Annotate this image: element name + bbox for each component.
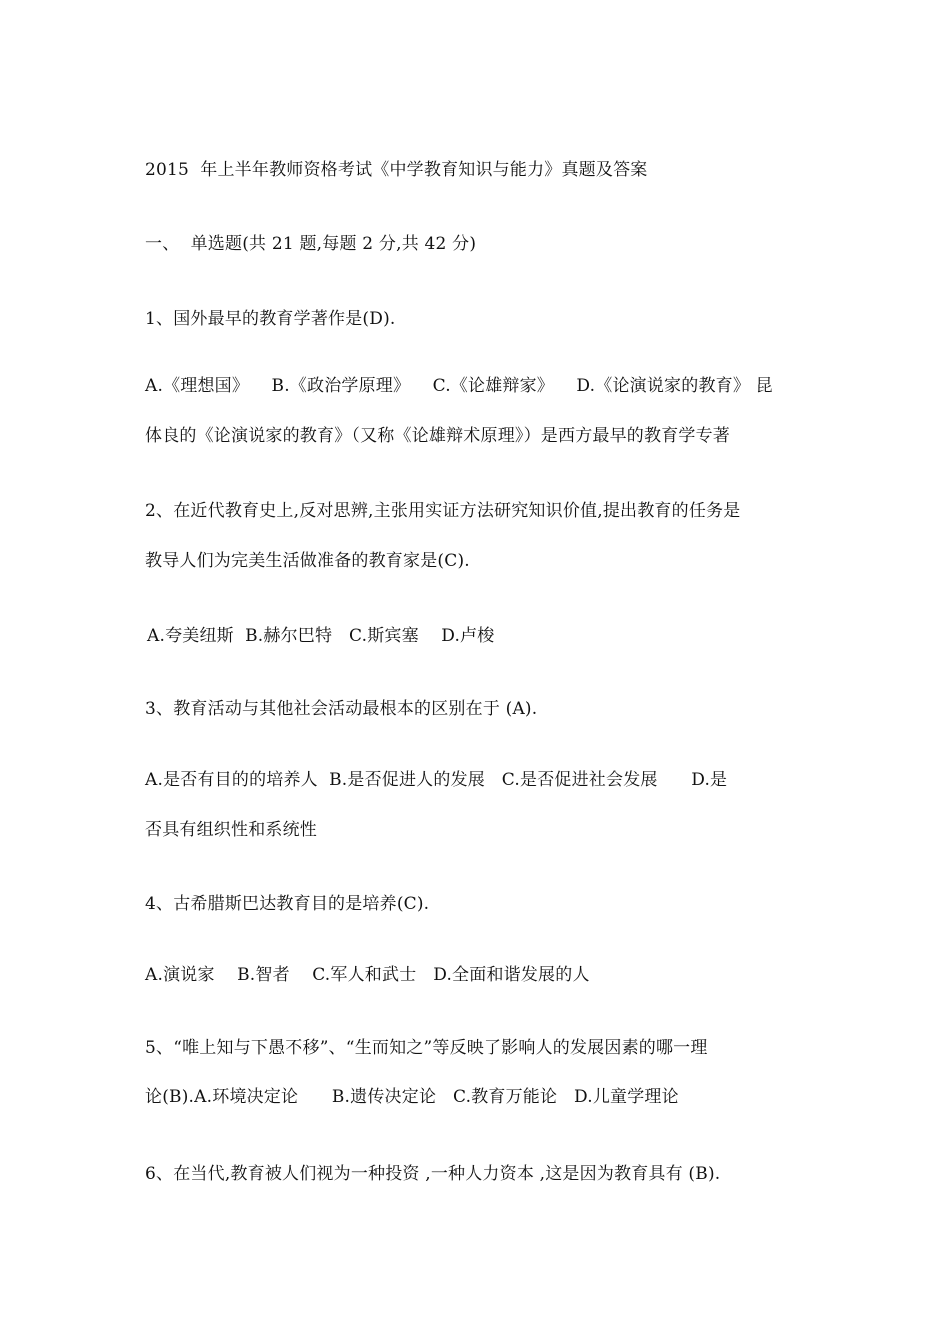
question-explanation: 体良的《论演说家的教育》（又称《论雄辩术原理》）是西方最早的教育学专著 (145, 426, 730, 446)
question-options: A.夸美纽斯 B.赫尔巴特 C.斯宾塞 D.卢梭 (147, 626, 495, 646)
section-heading: 一、 单选题(共 21 题,每题 2 分,共 42 分) (145, 234, 477, 254)
question-options-continued: 否具有组织性和系统性 (145, 820, 317, 840)
question-stem: 6、在当代,教育被人们视为一种投资 ,一种人力资本 ,这是因为教育具有 (B). (145, 1164, 721, 1184)
question-options: A.演说家 B.智者 C.军人和武士 D.全面和谐发展的人 (145, 965, 590, 985)
document-title: 2015 年上半年教师资格考试《中学教育知识与能力》真题及答案 (145, 160, 648, 180)
question-stem: 2、在近代教育史上,反对思辨,主张用实证方法研究知识价值,提出教育的任务是 (145, 501, 741, 521)
question-options: 论(B).A.环境决定论 B.遗传决定论 C.教育万能论 D.儿童学理论 (145, 1087, 679, 1107)
question-stem-continued: 教导人们为完美生活做准备的教育家是(C). (145, 551, 470, 571)
question-options: A.是否有目的的培养人 B.是否促进人的发展 C.是否促进社会发展 D.是 (145, 770, 728, 790)
question-options: A.《理想国》 B.《政治学原理》 C.《论雄辩家》 D.《论演说家的教育》 昆 (145, 376, 773, 396)
question-stem: 1、国外最早的教育学著作是(D). (145, 309, 396, 329)
question-stem: 4、古希腊斯巴达教育目的是培养(C). (145, 894, 430, 914)
question-stem: 3、教育活动与其他社会活动最根本的区别在于 (A). (145, 699, 538, 719)
question-stem: 5、“唯上知与下愚不移”、“生而知之”等反映了影响人的发展因素的哪一理 (145, 1038, 708, 1058)
